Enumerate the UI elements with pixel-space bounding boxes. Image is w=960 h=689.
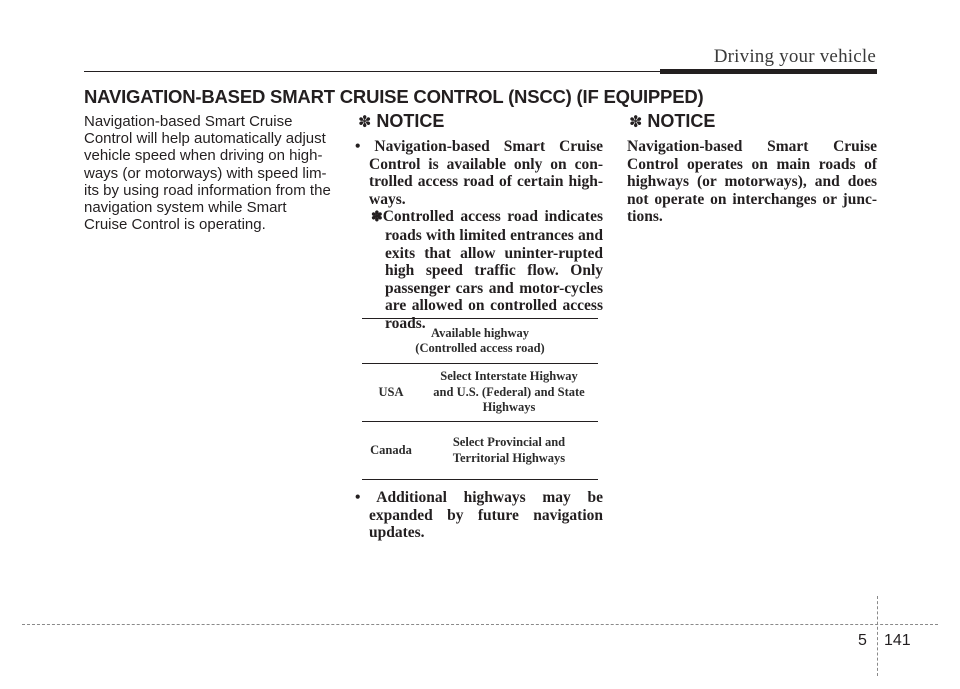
footer-divider [22,624,938,625]
intro-line: Navigation-based Smart Cruise [84,113,293,130]
notice-subnote [355,208,603,332]
table-header-cell [362,319,598,364]
intro-paragraph [84,113,334,233]
notice-bullet: • Navigation-based Smart Cruise Control is available only on con-trolled access road of certain high-ways. [355,138,603,208]
highway-line: Select Interstate Highway [440,369,578,384]
table-header-line: (Controlled access road) [415,341,545,355]
asterisk-icon: ✽ [371,210,383,226]
header-rule [84,71,660,72]
notice-heading [629,111,877,133]
country-cell: Canada [362,422,420,480]
page-number: 141 [884,632,911,649]
section-header: Driving your vehicle [713,46,876,67]
highway-line: and U.S. (Federal) and State [433,384,585,399]
intro-line: navigation system while Smart [84,199,287,217]
highway-line: Select Provincial and [452,435,566,449]
asterisk-icon: ✽ [629,114,643,131]
highway-line: Territorial Highways [452,450,566,465]
notice-heading [358,111,603,133]
highway-cell [420,364,598,422]
intro-line: vehicle speed when driving on high- [84,147,323,165]
intro-line: Cruise Control is operating. [84,216,266,234]
notice-text: Navigation-based Smart Cruise Control operates on main roads of highways (or motorways), and does not operate on interchanges or junc-tions. [627,138,877,226]
highway-cell [420,422,598,480]
highway-table [362,318,598,480]
subnote-text: Controlled access road indicates roads with limited entrances and exits that allow uninter-rupted high speed traffic flow. Only passenger cars and motor-cycles are allowed on controlled access roads. [382,208,603,332]
intro-line: Control will help automatically adjust [84,130,326,148]
table-row [362,364,598,422]
footer-vertical-divider [877,596,878,676]
chapter-number: 5 [858,632,867,649]
country-cell: USA [362,364,420,422]
intro-line: ways (or motorways) with speed lim- [84,164,327,182]
notice-bullet: • Additional highways may be expanded by future navigation updates. [355,489,603,542]
notice-block-1-continued [355,489,603,542]
table-header-line: Available highway [430,325,530,340]
intro-line: its by using road information from the [84,181,331,199]
notice-block-1 [355,111,603,333]
page-title: NAVIGATION-BASED SMART CRUISE CONTROL (NSCC) (IF EQUIPPED) [84,86,704,107]
table-header-row [362,319,598,364]
header-rule-accent [660,69,877,74]
notice-label: NOTICE [647,111,716,131]
table-row [362,422,598,480]
highway-line: Highways [482,400,536,415]
notice-block-2 [627,111,877,226]
notice-label: NOTICE [376,111,445,131]
asterisk-icon: ✽ [358,114,372,131]
